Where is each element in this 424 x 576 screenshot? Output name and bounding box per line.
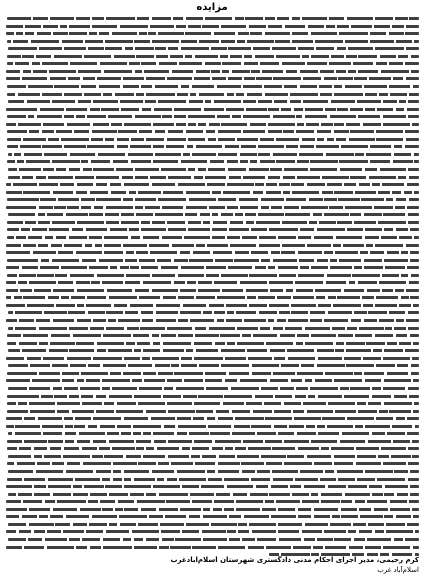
body-text-line: [6, 485, 419, 488]
body-text-line: [8, 349, 419, 352]
body-text-line: [6, 417, 419, 420]
body-text-line: [6, 357, 419, 360]
city-line: اسلام‌آباد غرب: [377, 566, 419, 574]
signature-line: کرم رحیمی، مدیر اجرای احکام مدنی دادگستری شهرستان اسلام‌آبادغرب: [170, 556, 419, 564]
body-text-line: [7, 221, 419, 224]
body-text-line: [6, 123, 419, 126]
body-text-line: [8, 168, 419, 171]
body-text-line: [8, 213, 419, 216]
body-text-line: [7, 447, 419, 450]
body-text-line: [8, 153, 419, 156]
body-text-line: [7, 93, 419, 96]
body-text-line: [7, 160, 419, 163]
body-text-line: [7, 40, 419, 43]
body-text-line: [7, 85, 419, 88]
body-text-line: [8, 47, 419, 50]
body-text-line: [7, 138, 419, 141]
body-text-line: [6, 546, 419, 549]
body-text-line: [6, 108, 419, 111]
body-text-line: [7, 130, 419, 133]
body-text-line: [7, 236, 419, 239]
body-text-line: [6, 304, 419, 307]
body-text-line: [6, 289, 419, 292]
body-text-line: [6, 296, 419, 299]
body-text-line: [8, 538, 419, 541]
body-text-line: [7, 334, 419, 337]
body-text-line: [6, 191, 419, 194]
body-text-line: [7, 198, 419, 201]
body-text-line: [6, 266, 419, 269]
body-text-line: [8, 176, 419, 179]
body-text-line: [8, 455, 419, 458]
body-text-line: [6, 206, 419, 209]
body-text-line: [7, 372, 419, 375]
body-text-line: [8, 387, 419, 390]
body-text-line: [8, 470, 419, 473]
body-text-line: [7, 145, 419, 148]
notice-title: مزایده: [196, 2, 228, 13]
body-text-line: [6, 515, 419, 518]
notice-body: [6, 16, 419, 559]
body-text-line: [8, 432, 419, 435]
body-text-line: [7, 462, 419, 465]
body-text-line: [6, 319, 419, 322]
body-text-line: [6, 425, 419, 428]
body-text-line: [6, 244, 419, 247]
body-text-line: [7, 17, 419, 20]
body-text-line: [6, 379, 419, 382]
